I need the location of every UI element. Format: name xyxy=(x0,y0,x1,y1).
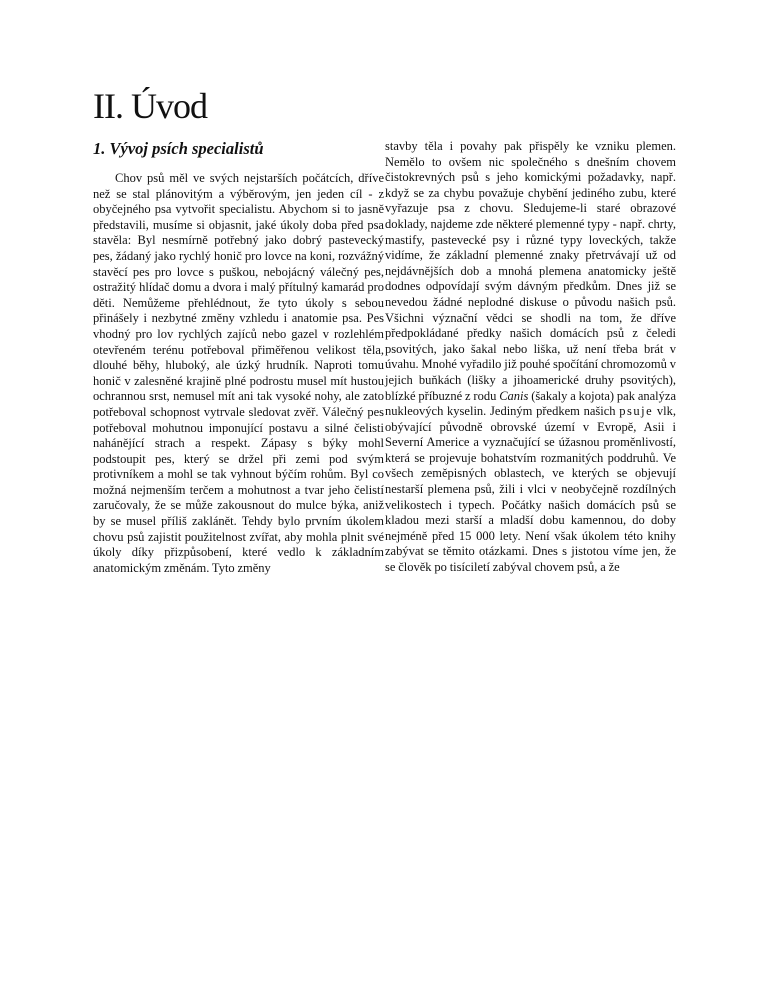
right-column-text-2: (šakaly a kojota) pak analýza nukleových kyselin. Jediným předkem našich xyxy=(385,388,676,419)
letterspaced-word: psuje xyxy=(619,404,654,419)
body-paragraph-right-column xyxy=(385,139,676,576)
body-paragraph-left-column: Chov psů měl ve svých nejstarších počátcích, dříve než se stal plánovitým a výběrovým, jen jeden cíl - z obyčejného psa vytvořit specialistu. Abychom si to jasně představili, musíme si objasnit, jaké úkoly doba před psa stavěla: Byl nesmírně potřebný jako dobrý pastevecký pes, žádaný jako rychlý honič pro lovce na koni, rozvážný stavěcí pes pro lovce s puškou, nebojácný válečný pes, ostražitý hlídač domu a dvora i malý přítulný kamarád pro děti. Nemůžeme přehlédnout, že tyto úkoly s sebou přinášely i nezbytné změny vzhledu i anatomie psa. Pes vhodný pro lov rychlých zajíců nebo gazel v rozlehlém otevřeném terénu potřeboval přiměřenou velikost těla, dlouhé běhy, hluboký, ale úzký hrudník. Naproti tomu honič v zalesněné krajině plné podrostu musel mít hustou ochrannou srst, nemusel mít ani tak vysoké nohy, ale zato potřeboval schopnost vytrvale sledovat zvěř. Válečný pes potřeboval mohutnou imponující postavu a silné čelisti nahánějící strach a respekt. Zápasy s býky mohl podstoupit pes, který se držel při zemi pod svým protivníkem a mohl se tak vyhnout býčím rohům. Byl co možná nejmenším terčem a mohutnost a tvar jeho čelistí zaručovaly, že se může zakousnout do mulce býka, aniž by se musel příliš zaklánět. Tehdy bylo prvním úkolem chovu psů zajistit použitelnost zvířat, aby mohla plnit své úkoly díky přizpůsobení, které vedlo k základním anatomickým změnám. Tyto změny xyxy=(93,171,384,575)
right-column-text-3: vlk, obývající původně obrovské území v Evropě, Asii i Severní Americe a vyznačující se úžasnou proměnlivostí, která se projevuje bohatstvím rozmanitých poddruhů. Ve všech zeměpisných oblastech, ve kterých se objevují nestarší plemena psů, žili i vlci v neobyčejně rozdílných velikostech i typech. Počátky našich domácích psů se kladou mezi starší a mladší dobu kamennou, do doby nejméně před 15 000 lety. Není však úkolem této knihy zabývat se těmito otázkami. Dnes s jistotou víme jen, že se člověk po tisíciletí zabýval chovem psů, a že xyxy=(385,404,676,575)
right-column-text-1: stavby těla i povahy pak přispěly ke vzniku plemen. Nemělo to ovšem nic společného s dnešním chovem čistokrevných psů s jeho komickými požadavky, např. když se za chybu považuje chybění jediného zubu, které vyřazuje psa z chovu. Sledujeme-li staré obrazové doklady, najdeme zde některé plemenné typy - např. chrty, mastify, pastevecké psy i různé typy loveckých, takže vidíme, že základní plemenné znaky přetrvávají už od nejdávnějších dob a mnohá plemena anatomicky ještě dodnes odpovídají svým dávným předkům. Dnes již se nevedou žádné neplodné diskuse o původu našich psů. Všichni význační vědci se shodli na tom, že dříve předpokládané předky našich domácích psů z čeledi psovitých, jako šakal nebo liška, už není třeba brát v úvahu. Mnohé vyřadilo již pouhé spočítání chromozomů v jejich buňkách (lišky a jihoamerické druhy psovitých), blízké příbuzné z rodu xyxy=(385,139,676,403)
chapter-title: II. Úvod xyxy=(93,86,207,126)
section-title: 1. Vývoj psích specialistů xyxy=(93,139,264,158)
genus-name-italic: Canis xyxy=(499,388,529,403)
